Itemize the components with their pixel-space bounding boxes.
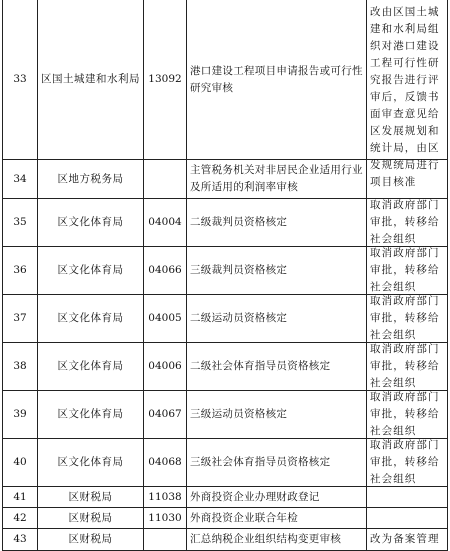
- item-cell: 三级社会体育指导员资格核定: [187, 439, 367, 486]
- row-number: 41: [2, 487, 38, 507]
- action-cell: [367, 487, 448, 507]
- item-cell: 主管税务机关对非居民企业适用行业及所适用的利润率审核: [187, 160, 367, 198]
- action-cell: 改为备案管理: [367, 529, 448, 550]
- code-cell: 04067: [144, 391, 187, 438]
- row-number: 43: [2, 529, 38, 550]
- row-number: 37: [2, 295, 38, 342]
- table-row: [2, 508, 448, 529]
- item-cell: 汇总纳税企业组织结构变更审核: [187, 529, 367, 550]
- code-cell: [144, 160, 187, 198]
- code-cell: 04066: [144, 247, 187, 294]
- row-number: 33: [2, 0, 38, 159]
- item-cell: 二级运动员资格核定: [187, 295, 367, 342]
- action-cell: 改由区国土城建和水利局组织对港口建设工程可行性研究报告进行评审后，反馈书面审查意见给区发展规划和统计局，由区发规统局进行项目核准: [367, 0, 448, 159]
- department-cell: 区文化体育局: [38, 295, 144, 342]
- item-cell: 港口建设工程项目申请报告或可行性研究审核: [187, 0, 367, 159]
- department-cell: 区文化体育局: [38, 199, 144, 246]
- action-cell: 取消政府部门审批，转移给社会组织: [367, 343, 448, 390]
- department-cell: 区文化体育局: [38, 343, 144, 390]
- code-cell: 11030: [144, 508, 187, 528]
- department-cell: 区文化体育局: [38, 391, 144, 438]
- department-cell: 区国土城建和水利局: [38, 0, 144, 159]
- department-cell: 区财税局: [38, 487, 144, 507]
- table-row: [2, 247, 448, 295]
- table-row: [2, 439, 448, 487]
- department-cell: 区财税局: [38, 529, 144, 550]
- row-number: 42: [2, 508, 38, 528]
- code-cell: 04005: [144, 295, 187, 342]
- table-row: [2, 295, 448, 343]
- table-row: [2, 160, 448, 199]
- code-cell: 04068: [144, 439, 187, 486]
- department-cell: 区地方税务局: [38, 160, 144, 198]
- table-row: [2, 391, 448, 439]
- department-cell: 区文化体育局: [38, 439, 144, 486]
- code-cell: 04004: [144, 199, 187, 246]
- action-cell: 取消政府部门审批，转移给社会组织: [367, 199, 448, 246]
- item-cell: 三级运动员资格核定: [187, 391, 367, 438]
- row-number: 36: [2, 247, 38, 294]
- action-cell: 取消政府部门审批，转移给社会组织: [367, 295, 448, 342]
- table-row: [2, 487, 448, 508]
- action-cell: 取消政府部门审批，转移给社会组织: [367, 247, 448, 294]
- department-cell: 区财税局: [38, 508, 144, 528]
- code-cell: 11038: [144, 487, 187, 507]
- item-cell: 三级裁判员资格核定: [187, 247, 367, 294]
- action-cell: [367, 508, 448, 528]
- row-number: 39: [2, 391, 38, 438]
- row-number: 40: [2, 439, 38, 486]
- item-cell: 外商投资企业联合年检: [187, 508, 367, 528]
- table-row: [2, 343, 448, 391]
- row-number: 38: [2, 343, 38, 390]
- table-row: [2, 199, 448, 247]
- action-cell: 取消政府部门审批，转移给社会组织: [367, 391, 448, 438]
- item-cell: 二级社会体育指导员资格核定: [187, 343, 367, 390]
- code-cell: 13092: [144, 0, 187, 159]
- code-cell: 04006: [144, 343, 187, 390]
- action-cell: 取消政府部门审批，转移给社会组织: [367, 439, 448, 486]
- department-cell: 区文化体育局: [38, 247, 144, 294]
- row-number: 35: [2, 199, 38, 246]
- table-row: [2, 529, 448, 551]
- approval-items-table: [2, 0, 448, 551]
- item-cell: 外商投资企业办理财政登记: [187, 487, 367, 507]
- item-cell: 二级裁判员资格核定: [187, 199, 367, 246]
- code-cell: [144, 529, 187, 550]
- action-cell: [367, 160, 448, 198]
- row-number: 34: [2, 160, 38, 198]
